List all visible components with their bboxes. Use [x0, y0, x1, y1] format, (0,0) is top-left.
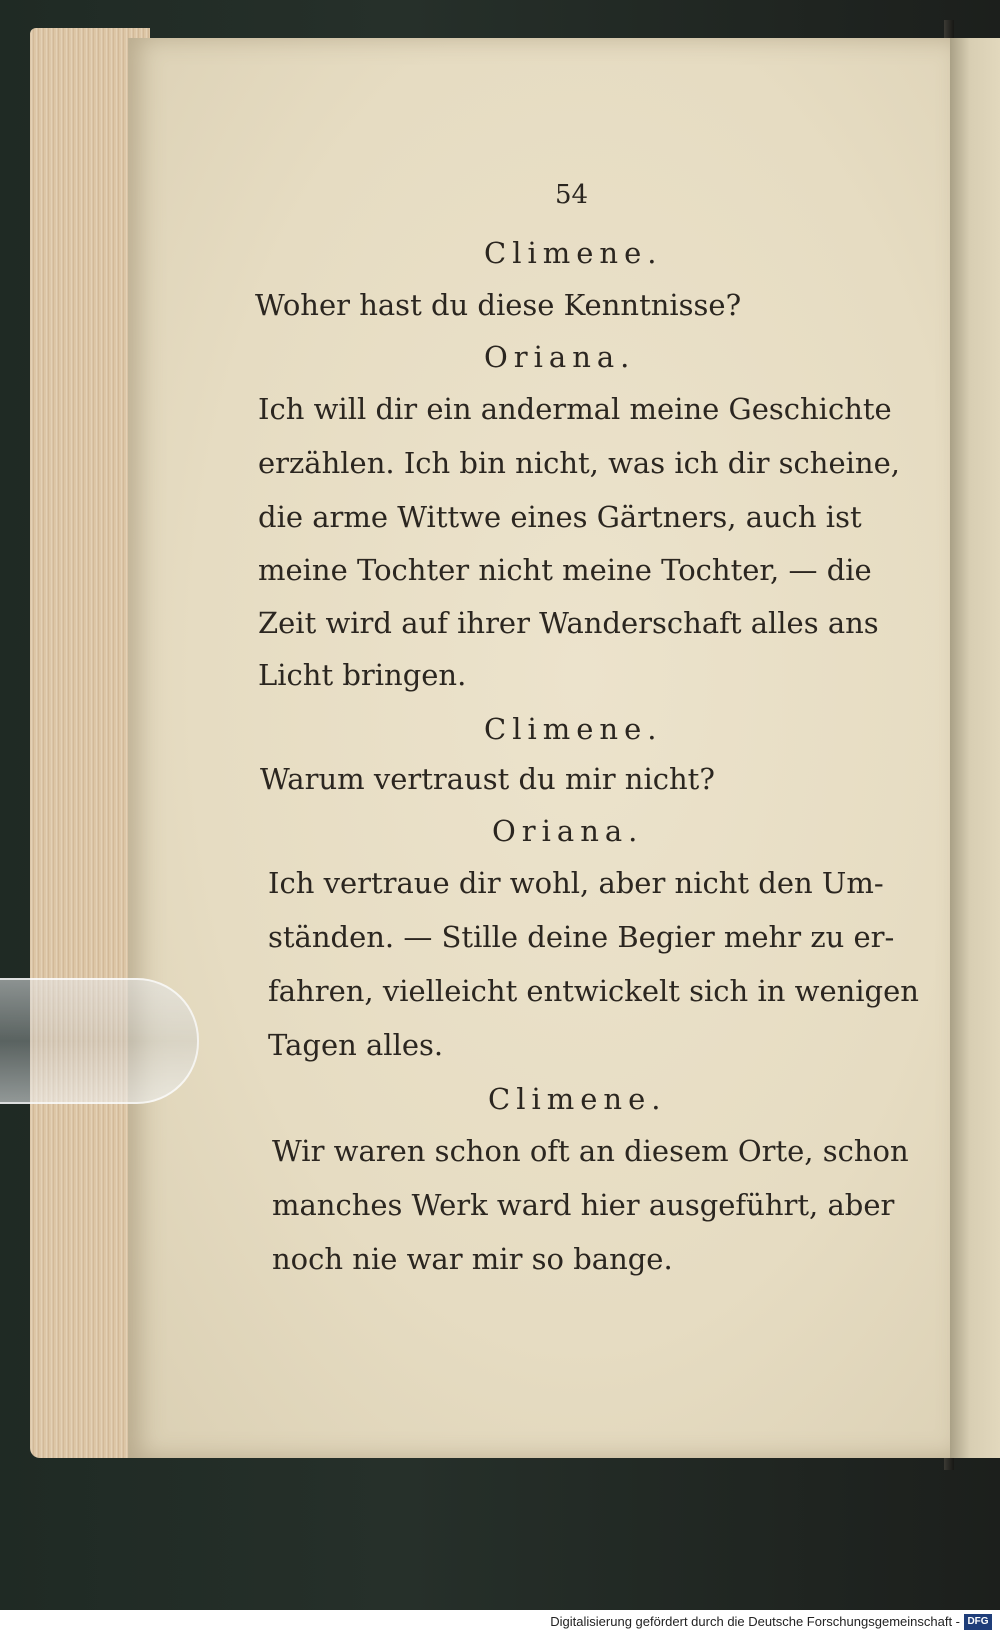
text-line: Tagen alles.	[268, 1028, 444, 1062]
text-line: Ich will dir ein andermal meine Geschichte	[258, 392, 892, 426]
text-line: Wir waren schon oft an diesem Orte, schon	[272, 1134, 909, 1168]
text-line: fahren, vielleicht entwickelt sich in wenigen	[268, 974, 919, 1008]
page-number: 54	[555, 180, 589, 210]
dfg-logo: DFG	[964, 1614, 992, 1630]
page-holder-clip	[0, 978, 199, 1104]
text-line: die arme Wittwe eines Gärtners, auch ist	[258, 500, 862, 534]
funding-notice: Digitalisierung gefördert durch die Deutsche Forschungsgemeinschaft -	[550, 1614, 960, 1629]
text-line: Woher hast du diese Kenntnisse?	[255, 288, 742, 322]
text-line: Zeit wird auf ihrer Wanderschaft alles ans	[258, 606, 879, 640]
speaker-name: Climene.	[488, 1082, 667, 1116]
text-line: Ich vertraue dir wohl, aber nicht den Um-	[268, 866, 884, 900]
facing-page-edge	[950, 38, 1000, 1458]
text-line: meine Tochter nicht meine Tochter, — die	[258, 553, 872, 587]
text-line: erzählen. Ich bin nicht, was ich dir scheine,	[258, 446, 900, 480]
text-line: ständen. — Stille deine Begier mehr zu er-	[268, 920, 895, 954]
text-line: noch nie war mir so bange.	[272, 1242, 673, 1276]
footer-bar	[0, 1610, 1000, 1636]
speaker-name: Climene.	[484, 236, 663, 270]
speaker-name: Climene.	[484, 712, 663, 746]
text-line: manches Werk ward hier ausgeführt, aber	[272, 1188, 895, 1222]
text-line: Licht bringen.	[258, 658, 467, 692]
text-line: Warum vertraust du mir nicht?	[260, 762, 715, 796]
speaker-name: Oriana.	[484, 340, 636, 374]
speaker-name: Oriana.	[492, 814, 644, 848]
